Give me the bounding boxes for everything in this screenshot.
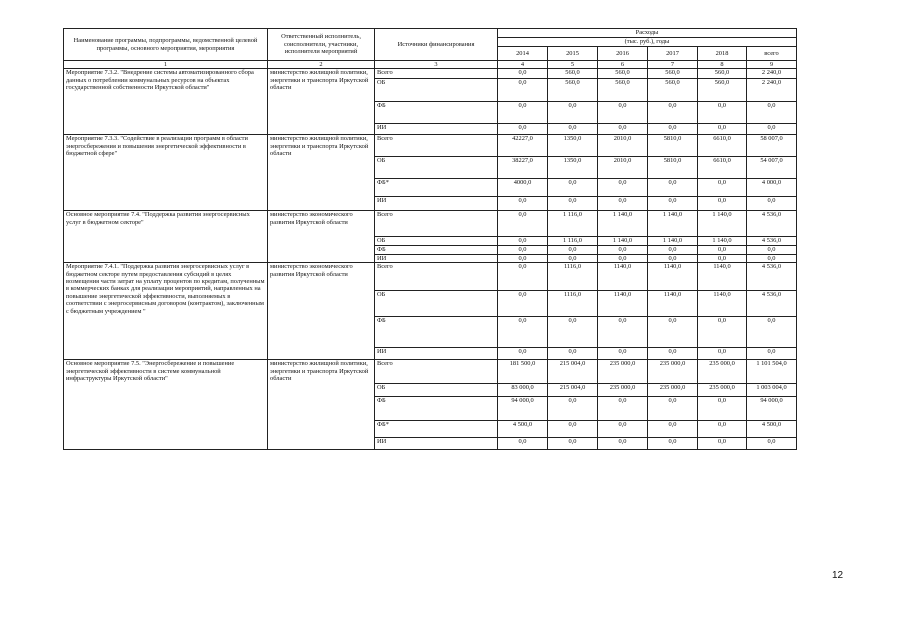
column-index: 2 [268,61,375,69]
expense-value: 0,0 [698,254,747,262]
expense-value: 4 536,0 [747,291,797,317]
expense-value: 0,0 [498,291,548,317]
column-index: 1 [64,61,268,69]
expense-value: 0,0 [698,102,747,124]
expense-value: 235 000,0 [698,360,747,384]
column-index: 8 [698,61,747,69]
expense-value: 4 536,0 [747,237,797,246]
expense-value: 4000,0 [498,179,548,197]
expense-value: 4 500,0 [498,421,548,438]
column-index: 5 [548,61,598,69]
expense-value: 0,0 [648,124,698,135]
expense-value: 215 004,0 [548,384,598,397]
expense-value: 0,0 [648,197,698,211]
expense-value: 0,0 [548,317,598,348]
expense-value: 560,0 [598,69,648,79]
col-name-header: Наименование программы, подпрограммы, ведомственной целевой программы, основного мероприятия, мероприятия [64,29,268,61]
expense-value: 0,0 [548,246,598,254]
column-index: 3 [375,61,498,69]
measure-name: Мероприятие 7.4.1. "Поддержка развития энергосервисных услуг в бюджетном секторе путем предоставления субсидий в целях возмещения части затрат на уплату процентов по кредитам, полученным в коммерческих банках для реализации мероприятий, направленных на повышение энергетической эффективности, выполняемых в соответствии с энергосервисным договором (контрактом), заключенным с бюджетным учреждением " [64,263,268,360]
expense-value: 0,0 [598,254,648,262]
units-header: (тыс. руб.), годы [498,38,797,47]
expense-value: 181 500,0 [498,360,548,384]
expense-value: 1140,0 [598,291,648,317]
table-row [64,69,797,79]
expense-value: 2010,0 [598,157,648,179]
expense-value: 2 240,0 [747,79,797,102]
funding-source: ИИ [375,438,498,450]
year-header: 2016 [598,47,648,61]
expense-value: 560,0 [598,79,648,102]
expense-value: 0,0 [747,317,797,348]
expense-value: 1 140,0 [648,211,698,237]
table-row [64,360,797,384]
expense-value: 4 536,0 [747,211,797,237]
expense-value: 0,0 [548,102,598,124]
expense-value: 0,0 [548,124,598,135]
expense-value: 0,0 [598,124,648,135]
expense-value: 215 004,0 [548,360,598,384]
funding-source: ФБ* [375,179,498,197]
expense-value: 0,0 [598,102,648,124]
measure-name: Основное мероприятие 7.5. "Энергосбережение и повышение энергетической эффективности в системе коммунальной инфраструктуры Иркутской области" [64,360,268,450]
expense-value: 1 003 004,0 [747,384,797,397]
funding-source: Всего [375,211,498,237]
funding-source: ФБ* [375,421,498,438]
expense-value: 0,0 [747,124,797,135]
expense-value: 1 140,0 [648,237,698,246]
expense-value: 0,0 [698,246,747,254]
measure-name: Мероприятие 7.3.2. "Внедрение системы автоматизированного сбора данных о потреблении коммунальных ресурсов на объектах государственной собственности Иркутской области" [64,69,268,135]
funding-source: Всего [375,360,498,384]
executor-name: министерство жилищной политики, энергетики и транспорта Иркутской области [268,135,375,211]
expense-value: 0,0 [498,263,548,291]
executor-name: министерство экономического развития Иркутской области [268,263,375,360]
expense-value: 0,0 [598,179,648,197]
expense-value: 0,0 [747,348,797,360]
expense-value: 0,0 [698,179,747,197]
expense-value: 0,0 [498,124,548,135]
expense-value: 0,0 [548,179,598,197]
table-header [64,29,797,69]
expense-value: 0,0 [747,102,797,124]
expense-value: 2010,0 [598,135,648,157]
expense-value: 0,0 [498,246,548,254]
expense-value: 560,0 [698,79,747,102]
expense-value: 560,0 [548,79,598,102]
expense-value: 1 140,0 [598,211,648,237]
expense-value: 0,0 [648,438,698,450]
funding-source: ИИ [375,348,498,360]
expense-value: 0,0 [498,237,548,246]
expense-value: 0,0 [698,397,747,421]
expense-value: 0,0 [598,348,648,360]
expense-value: 1116,0 [548,263,598,291]
expense-value: 0,0 [548,438,598,450]
expense-value: 0,0 [498,102,548,124]
expense-value: 235 000,0 [598,360,648,384]
expense-value: 42227,0 [498,135,548,157]
expense-value: 1350,0 [548,135,598,157]
expense-value: 94 000,0 [498,397,548,421]
expense-value: 0,0 [498,197,548,211]
funding-source: ФБ [375,397,498,421]
expense-value: 0,0 [747,254,797,262]
expense-value: 0,0 [598,246,648,254]
expense-value: 560,0 [548,69,598,79]
expense-value: 0,0 [598,421,648,438]
executor-name: министерство жилищной политики, энергетики и транспорта Иркутской области [268,360,375,450]
funding-source: Всего [375,263,498,291]
expense-value: 0,0 [698,124,747,135]
expense-value: 1140,0 [698,291,747,317]
table-row [64,211,797,237]
table-body [64,69,797,450]
expense-value: 235 000,0 [598,384,648,397]
expense-value: 0,0 [698,421,747,438]
table-row [64,135,797,157]
expense-value: 0,0 [698,348,747,360]
expense-value: 1 140,0 [698,237,747,246]
expense-value: 58 007,0 [747,135,797,157]
expense-value: 2 240,0 [747,69,797,79]
expense-value: 1 140,0 [598,237,648,246]
expense-value: 0,0 [648,254,698,262]
expense-value: 0,0 [648,348,698,360]
expense-value: 0,0 [548,397,598,421]
expense-value: 54 007,0 [747,157,797,179]
expense-value: 4 536,0 [747,263,797,291]
expense-value: 560,0 [648,69,698,79]
expense-value: 560,0 [648,79,698,102]
page-number: 12 [832,570,844,581]
expense-value: 38227,0 [498,157,548,179]
year-header: 2018 [698,47,747,61]
expense-value: 0,0 [598,197,648,211]
expense-value: 1 116,0 [548,211,598,237]
expenses-table [63,28,797,450]
measure-name: Основное мероприятие 7.4. "Поддержка развития энергосервисных услуг в бюджетном секторе" [64,211,268,263]
col-executor-header: Ответственный исполнитель, соисполнители, участники, исполнители мероприятий [268,29,375,61]
expense-value: 0,0 [648,102,698,124]
year-header: 2014 [498,47,548,61]
expense-value: 1350,0 [548,157,598,179]
expense-value: 1 140,0 [698,211,747,237]
funding-source: ОБ [375,237,498,246]
expense-value: 560,0 [698,69,747,79]
year-header: 2017 [648,47,698,61]
expense-value: 0,0 [548,254,598,262]
funding-source: Всего [375,69,498,79]
funding-source: Всего [375,135,498,157]
funding-source: ИИ [375,254,498,262]
funding-source: ФБ [375,317,498,348]
expense-value: 5810,0 [648,157,698,179]
expense-value: 0,0 [598,317,648,348]
expenses-header: Расходы [498,29,797,38]
expense-value: 0,0 [498,348,548,360]
expense-value: 0,0 [498,317,548,348]
expense-value: 0,0 [498,254,548,262]
executor-name: министерство жилищной политики, энергетики и транспорта Иркутской области [268,69,375,135]
expense-value: 0,0 [747,197,797,211]
expense-value: 0,0 [548,348,598,360]
expense-value: 6610,0 [698,157,747,179]
expense-value: 0,0 [598,397,648,421]
expense-value: 83 000,0 [498,384,548,397]
expense-value: 0,0 [498,438,548,450]
year-header: 2015 [548,47,598,61]
expense-value: 0,0 [648,246,698,254]
expense-value: 0,0 [747,246,797,254]
expense-value: 235 000,0 [698,384,747,397]
col-source-header: Источники финансирования [375,29,498,61]
expense-value: 1140,0 [698,263,747,291]
column-index: 6 [598,61,648,69]
expense-value: 1 101 504,0 [747,360,797,384]
expense-value: 0,0 [498,69,548,79]
expense-value: 0,0 [698,197,747,211]
expense-value: 235 000,0 [648,360,698,384]
expense-value: 0,0 [648,179,698,197]
expense-value: 0,0 [698,317,747,348]
column-index: 9 [747,61,797,69]
table-row [64,263,797,291]
funding-source: ФБ [375,246,498,254]
funding-source: ОБ [375,157,498,179]
year-header: всего [747,47,797,61]
funding-source: ФБ [375,102,498,124]
expense-value: 1116,0 [548,291,598,317]
expense-value: 0,0 [648,397,698,421]
expense-value: 6610,0 [698,135,747,157]
expense-value: 0,0 [498,211,548,237]
expense-value: 235 000,0 [648,384,698,397]
expense-value: 0,0 [548,421,598,438]
expense-value: 0,0 [648,317,698,348]
column-index: 7 [648,61,698,69]
expense-value: 1 116,0 [548,237,598,246]
expense-value: 0,0 [548,197,598,211]
expense-value: 5810,0 [648,135,698,157]
measure-name: Мероприятие 7.3.3. "Содействие в реализации программ в области энергосбережения и повышения энергетической эффективности в бюджетной сфере" [64,135,268,211]
expense-value: 0,0 [747,438,797,450]
executor-name: министерство экономического развития Иркутской области [268,211,375,263]
expense-value: 1140,0 [648,263,698,291]
expense-value: 0,0 [698,438,747,450]
funding-source: ИИ [375,124,498,135]
funding-source: ОБ [375,291,498,317]
expense-value: 0,0 [598,438,648,450]
expense-value: 1140,0 [648,291,698,317]
funding-source: ИИ [375,197,498,211]
expense-value: 1140,0 [598,263,648,291]
expense-value: 4 000,0 [747,179,797,197]
expense-value: 0,0 [648,421,698,438]
expense-value: 0,0 [498,79,548,102]
expense-value: 4 500,0 [747,421,797,438]
expense-value: 94 000,0 [747,397,797,421]
funding-source: ОБ [375,384,498,397]
column-index: 4 [498,61,548,69]
funding-source: ОБ [375,79,498,102]
